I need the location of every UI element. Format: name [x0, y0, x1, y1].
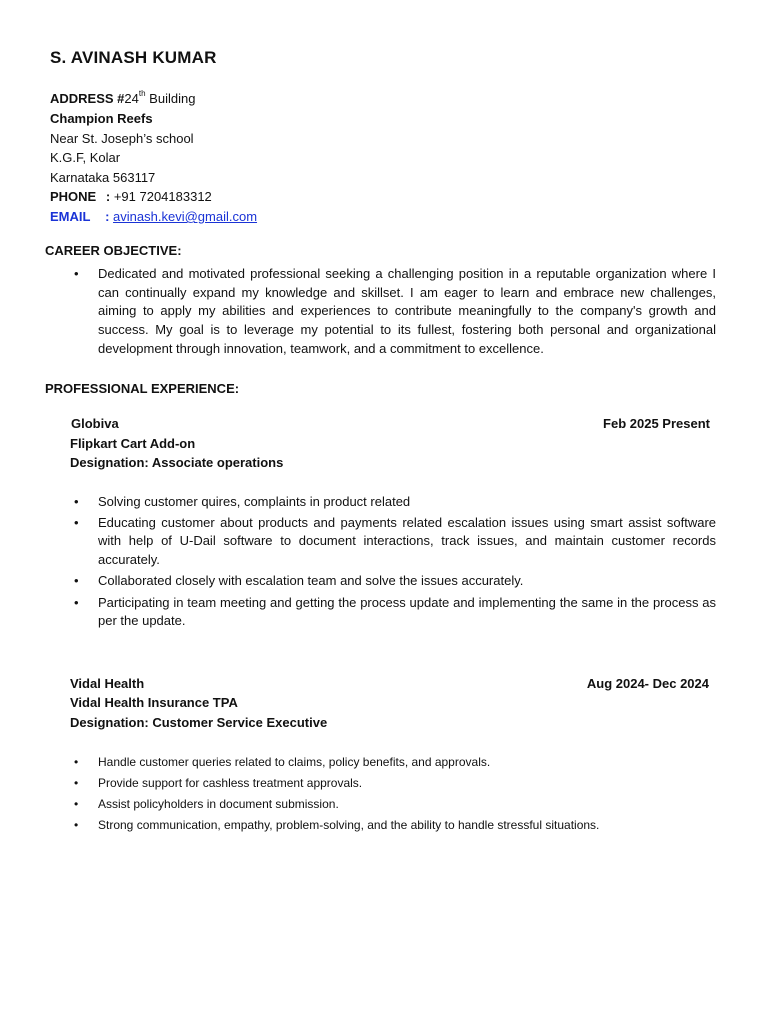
address-line-3: Near St. Joseph’s school: [50, 131, 194, 146]
address-label: ADDRESS #: [50, 91, 125, 106]
list-item: • Solving customer quires, complaints in product related: [70, 493, 716, 512]
phone-value: +91 7204183312: [113, 189, 212, 204]
job-date: Feb 2025 Present: [603, 416, 710, 431]
job-company: Globiva: [71, 416, 119, 431]
job-project: Flipkart Cart Add-on: [70, 436, 196, 451]
address-suffix: th: [138, 89, 146, 98]
address-line-5: Karnataka 563117: [50, 170, 156, 185]
address-number: 24: [124, 91, 139, 106]
job-company: Vidal Health: [70, 676, 145, 691]
address-line-2: Champion Reefs: [50, 111, 153, 126]
job-duties-list: [70, 493, 716, 631]
job-designation: Designation: Associate operations: [70, 455, 284, 470]
phone-label: PHONE: [50, 189, 97, 204]
professional-experience-heading: PROFESSIONAL EXPERIENCE:: [45, 381, 240, 396]
list-item: • Dedicated and motivated professional seeking a challenging position in a reputable organization where I can continually expand my knowledge and skillset. I am eager to learn and embrace new challenges, aiming to apply my abilities and experiences to contribute meaningfully to the company's growth and success. My goal is to leverage my potential to its fullest, fostering both personal and organizational development through innovation, teamwork, and a commitment to excellence.: [70, 265, 716, 359]
phone-row: [50, 189, 212, 204]
email-label: EMAIL: [50, 209, 91, 224]
list-item: • Strong communication, empathy, problem-solving, and the ability to handle stressful situations.: [70, 815, 716, 836]
list-item: • Handle customer queries related to claims, policy benefits, and approvals.: [70, 752, 716, 773]
job-project: Vidal Health Insurance TPA: [70, 695, 238, 710]
phone-separator: :: [105, 189, 111, 204]
career-objective-heading: CAREER OBJECTIVE:: [45, 243, 182, 258]
list-item: • Educating customer about products and payments related escalation issues using smart assist software with help of U-Dail software to document interactions, track issues, and maintain customer records accurately.: [70, 514, 716, 570]
job-duties-list: [70, 752, 716, 836]
email-separator: :: [105, 209, 110, 224]
address-line-4: K.G.F, Kolar: [50, 150, 121, 165]
address-line-1: [50, 91, 195, 106]
job-designation: Designation: Customer Service Executive: [70, 715, 328, 730]
list-item: • Assist policyholders in document submission.: [70, 794, 716, 815]
address-building: Building: [145, 91, 196, 106]
list-item: • Collaborated closely with escalation team and solve the issues accurately.: [70, 572, 716, 591]
list-item: • Participating in team meeting and getting the process update and implementing the same in the process as per the update.: [70, 594, 716, 631]
career-objective-list: [70, 265, 716, 359]
email-row: [50, 209, 257, 224]
list-item: • Provide support for cashless treatment approvals.: [70, 773, 716, 794]
email-link[interactable]: avinash.kevi@gmail.com: [113, 209, 258, 224]
job-date: Aug 2024- Dec 2024: [586, 676, 709, 691]
candidate-name: S. AVINASH KUMAR: [50, 48, 217, 67]
